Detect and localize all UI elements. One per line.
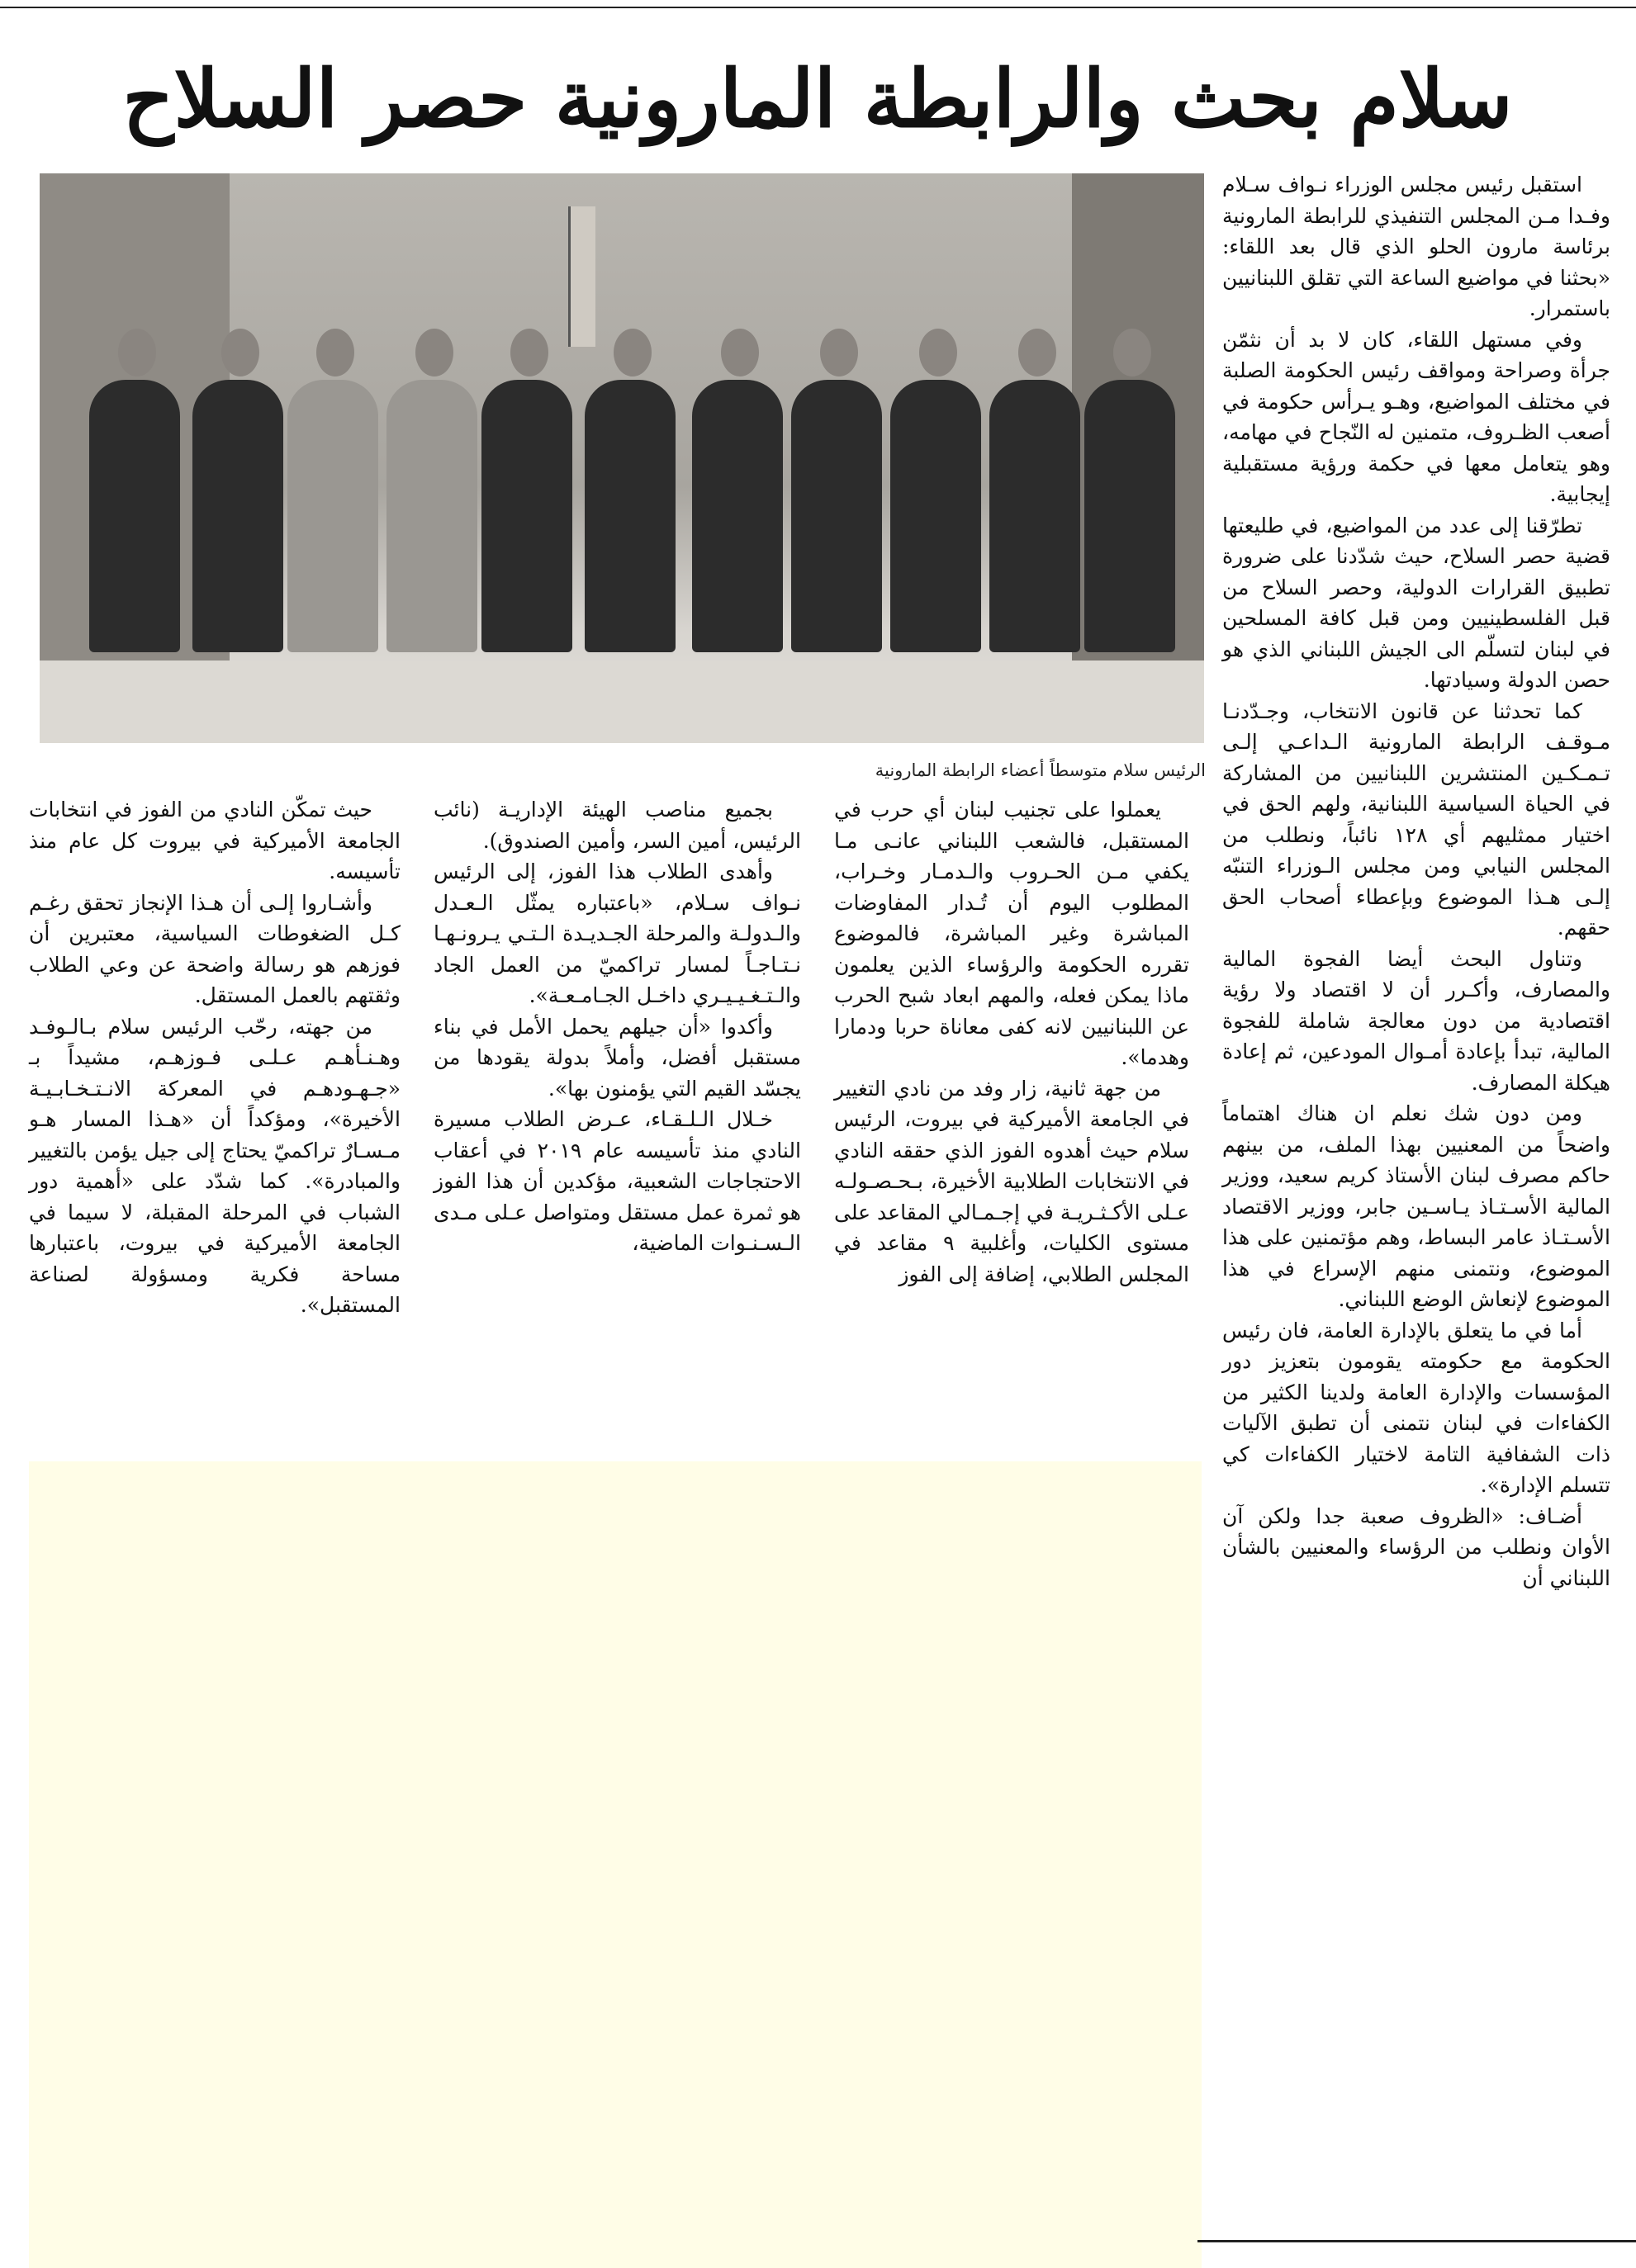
person-figure [386,380,477,652]
paragraph: يعملوا على تجنيب لبنان أي حرب في المستقبل، فالشعب اللبناني عانـى مـا يكفي مـن الحـروب والـدمـار وخـراب، المطلوب اليوم أن تُـدار المفاوضات المباشرة وغير المباشرة، فالموضوع تقرره الحكومة والرؤساء الذين يعلمون ماذا يمكن فعله، والمهم ابعاد شبح الحرب عن اللبنانيين لانه كفى معاناة حربا ودمارا وهدما». [834,798,1189,1069]
paragraph: ومن دون شك نعلم ان هناك اهتماماً واضحاً من المعنيين بهذا الملف، من بينهم حاكم مصرف لبنان الأستاذ كريم سعيد، ووزير المالية الأسـتـاذ يـاسـين جابر، ووزير الاقتصاد الأسـتـاذ عامر البساط، وهم مؤتمنين على هذا الموضوع، ونتمنى منهم الإسراع في هذا الموضوع لإنعاش الوضع اللبناني. [1222,1101,1610,1311]
paragraph: وأهدى الطلاب هذا الفوز، إلى الرئيس نـواف سـلام، «باعتباره يمثّل الـعـدل والـدولـة والمرحلة الجـديـدة الـتـي يـرونـهـا نـتـاجـاً لمسار تراكميّ من العمل الجاد والـتـغـيـيـري داخـل الجـامـعـة». [434,859,801,1007]
group-photo [40,173,1204,743]
person-figure [1084,380,1175,652]
paragraph: وأشـاروا إلـى أن هـذا الإنجاز تحقق رغـم كـل الضغوطات السياسية، معتبرين أن فوزهم هو رسالة واضحة عن وعي الطلاب وثقتهم بالعمل المستقل. [29,890,401,1007]
column-right [1222,169,1610,1593]
paragraph: أما في ما يتعلق بالإدارة العامة، فان رئيس الحكومة مع حكومته يقومون بتعزيز دور المؤسسات والإدارة العامة ولدينا الكثير من الكفاءات في لبنان نتمنى أن تطبق الآليات ذات الشفافية التامة لاختيار الكفاءات كي تتسلم الإدارة». [1222,1318,1610,1497]
paragraph: كما تحدثنا عن قانون الانتخاب، وجـدّدنـا مـوقـف الرابطة المارونية الـداعـي إلـى تـمـكـين المنتشرين اللبنانيين من المشاركة في الحياة السياسية اللبنانية، ولهم الحق في اختيار ممثليهم أي ١٢٨ نائباً، ونطلب من المجلس النيابي ومن مجلس الـوزراء التنبّه إلـى هـذا الموضوع وبإعطاء أصحاب الحق حقهم. [1222,698,1610,940]
paragraph: بجميع مناصب الهيئة الإداريـة (نائب الرئيس، أمين السر، وأمين الصندوق). [434,798,801,853]
photo-floor [40,661,1204,743]
paragraph: أضـاف: «الظروف صعبة جدا ولكن آن الأوان ونطلب من الرؤساء والمعنيين بالشأن اللبناني أن [1222,1503,1610,1590]
paragraph: حيث تمكّن النادي من الفوز في انتخابات الجامعة الأميركية في بيروت كل عام منذ تأسيسه. [29,798,401,883]
paragraph: وأكدوا «أن جيلهم يحمل الأمل في بناء مستقبل أفضل، وأملاً بدولة يقودها من يجسّد القيم التي يؤمنون بها». [434,1014,801,1101]
person-figure [791,380,882,652]
column-middle-right [834,794,1189,1290]
top-rule [0,7,1636,8]
headline: سلام بحث والرابطة المارونية حصر السلاح [122,52,1513,145]
paragraph: من جهة ثانية، زار وفد من نادي التغيير في الجامعة الأميركية في بيروت، الرئيس سلام حيث أهدوه الفوز الذي حققه النادي في الانتخابات الطلابية الأخيرة، بـحـصـولـه عـلى الأكـثـريـة في إجـمـالي المقاعد على مستوى الكليات، وأغلبية ٩ مقاعد في المجلس الطلابي، إضافة إلى الفوز [834,1076,1189,1286]
person-figure [989,380,1080,652]
photo-caption: الرئيس سلام متوسطاً أعضاء الرابطة المارونية [875,760,1206,780]
person-figure [481,380,572,652]
paragraph: خـلال الـلـقـاء، عـرض الطلاب مسيرة النادي منذ تأسيسه عام ٢٠١٩ في أعقاب الاحتجاجات الشعبية، مؤكدين أن هذا الفوز هو ثمرة عمل مستقل ومتواصل عـلى مـدى الـسـنـوات الماضية، [434,1107,801,1255]
highlighted-region [29,1461,1202,2268]
lebanese-flag [568,206,595,347]
person-figure [287,380,378,652]
paragraph: وتناول البحث أيضا الفجوة المالية والمصارف، وأكـرر أن لا اقتصاد ولا رؤية اقتصادية من دون معالجة شاملة للفجوة المالية، تبدأ بإعادة أمـوال المودعين، ثم إعادة هيكلة المصارف. [1222,946,1610,1095]
person-figure [890,380,981,652]
person-figure [89,380,180,652]
paragraph: تطرّقنا إلى عدد من المواضيع، في طليعتها قضية حصر السلاح، حيث شدّدنا على ضرورة تطبيق القرارات الدولية، وحصر السلاح من قبل الفلسطينيين ومن قبل كافة المسلحين في لبنان لتسلّم الى الجيش اللبناني الذي هو حصن الدولة وسيادتها. [1222,513,1610,692]
person-figure [192,380,283,652]
person-figure [692,380,783,652]
paragraph: من جهته، رحّب الرئيس سلام بـالـوفـد وهـنـأهـم عـلـى فـوزهـم، مشيداً بـ «جـهـودهـم في المعركة الانـتـخـابـيـة الأخيرة»، ومؤكداً أن «هـذا المسار هـو مـسـارٌ تراكميّ يحتاج إلى جيل يؤمن بالتغيير والمبادرة». كما شدّد على «أهمية دور الشباب في المرحلة المقبلة، لا سيما في الجامعة الأميركية في بيروت، باعتبارها مساحة فكرية ومسؤولة لصناعة المستقبل». [29,1014,401,1317]
paragraph: استقبل رئيس مجلس الوزراء نـواف سـلام وفـدا مـن المجلس التنفيذي للرابطة المارونية برئاسة مارون الحلو الذي قال بعد اللقاء: «بحثنا في مواضيع الساعة التي تقلق اللبنانيين باستمرار. [1222,173,1610,320]
paragraph: وفي مستهل اللقاء، كان لا بد أن نثمّن جرأة وصراحة ومواقف رئيس الحكومة الصلبة في مختلف المواضيع، وهـو يـرأس حكومة في أصعب الظـروف، متمنين له النّجاح في مهامه، وهو يتعامل معها في حكمة ورؤية مستقبلية إيجابية. [1222,327,1610,506]
person-figure [585,380,676,652]
column-left [29,794,401,1321]
bottom-rule [1197,2240,1636,2242]
column-middle-left [434,794,801,1259]
